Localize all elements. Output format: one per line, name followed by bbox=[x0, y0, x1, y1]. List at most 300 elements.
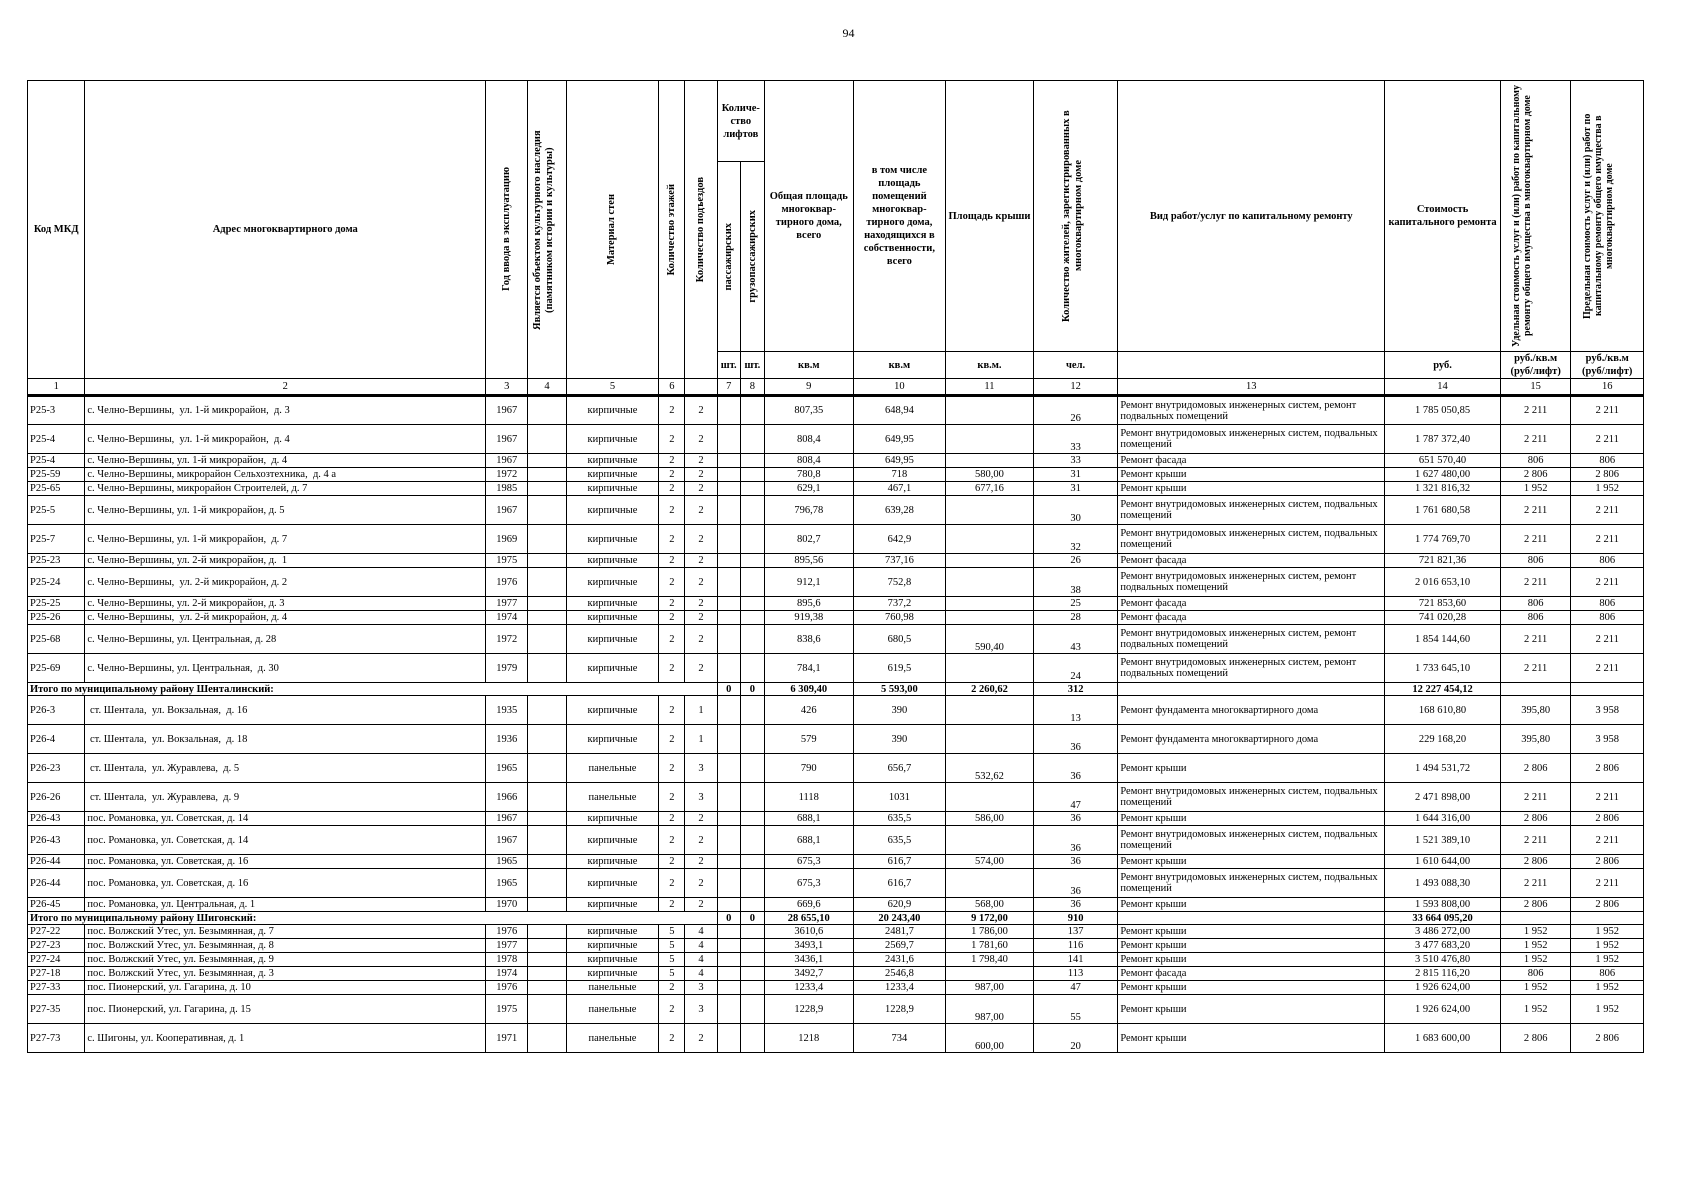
owned-area: 2431,6 bbox=[853, 953, 946, 967]
roof-area bbox=[946, 568, 1034, 597]
heritage-flag bbox=[528, 696, 566, 725]
repair-cost: 1 593 808,00 bbox=[1385, 898, 1501, 912]
repair-cost: 1 644 316,00 bbox=[1385, 812, 1501, 826]
unit-cost: 1 952 bbox=[1500, 981, 1570, 995]
lifts-cargo bbox=[740, 468, 764, 482]
work-type: Ремонт фасада bbox=[1118, 967, 1385, 981]
entrances: 2 bbox=[685, 597, 717, 611]
floors: 2 bbox=[659, 898, 685, 912]
limit-cost: 2 806 bbox=[1571, 754, 1644, 783]
lifts-cargo bbox=[740, 826, 764, 855]
roof-area: 568,00 bbox=[946, 898, 1034, 912]
entrances: 2 bbox=[685, 482, 717, 496]
subtotal-owned-area: 20 243,40 bbox=[853, 912, 946, 925]
unit-cost: 2 211 bbox=[1500, 568, 1570, 597]
unit-cost: 2 211 bbox=[1500, 625, 1570, 654]
lifts-cargo bbox=[740, 611, 764, 625]
wall-material: кирпичные bbox=[566, 925, 659, 939]
roof-area: 987,00 bbox=[946, 981, 1034, 995]
roof-area: 1 781,60 bbox=[946, 939, 1034, 953]
lifts-passenger bbox=[717, 812, 740, 826]
commission-year: 1972 bbox=[486, 468, 528, 482]
residents: 31 bbox=[1033, 482, 1118, 496]
table-row bbox=[28, 812, 1644, 826]
heritage-flag bbox=[528, 425, 566, 454]
header-lifts-group: Количе-ство лифтов пассажирских грузопассажирских bbox=[717, 81, 764, 352]
owned-area: 635,5 bbox=[853, 812, 946, 826]
mkd-code: Р25-69 bbox=[28, 654, 85, 683]
owned-area: 642,9 bbox=[853, 525, 946, 554]
residents: 55 bbox=[1033, 995, 1118, 1024]
subtotal-unit-cost bbox=[1500, 912, 1570, 925]
wall-material: кирпичные bbox=[566, 939, 659, 953]
commission-year: 1976 bbox=[486, 568, 528, 597]
repair-cost: 1 493 088,30 bbox=[1385, 869, 1501, 898]
subtotal-lifts-cargo: 0 bbox=[740, 683, 764, 696]
residents: 36 bbox=[1033, 855, 1118, 869]
entrances: 2 bbox=[685, 568, 717, 597]
owned-area: 620,9 bbox=[853, 898, 946, 912]
total-area: 912,1 bbox=[764, 568, 853, 597]
column-number: 6 bbox=[659, 379, 685, 396]
unit-cost: 395,80 bbox=[1500, 696, 1570, 725]
limit-cost: 3 958 bbox=[1571, 696, 1644, 725]
commission-year: 1978 bbox=[486, 953, 528, 967]
commission-year: 1977 bbox=[486, 597, 528, 611]
mkd-code: Р27-23 bbox=[28, 939, 85, 953]
roof-area bbox=[946, 967, 1034, 981]
total-area: 790 bbox=[764, 754, 853, 783]
lifts-cargo bbox=[740, 396, 764, 425]
residents: 43 bbox=[1033, 625, 1118, 654]
commission-year: 1971 bbox=[486, 1024, 528, 1053]
limit-cost: 1 952 bbox=[1571, 953, 1644, 967]
floors: 2 bbox=[659, 625, 685, 654]
work-type: Ремонт внутридомовых инженерных систем, ремонт подвальных помещений bbox=[1118, 654, 1385, 683]
lifts-cargo bbox=[740, 855, 764, 869]
subtotal-work-type bbox=[1118, 683, 1385, 696]
heritage-flag bbox=[528, 454, 566, 468]
lifts-cargo bbox=[740, 869, 764, 898]
work-type: Ремонт крыши bbox=[1118, 1024, 1385, 1053]
total-area: 688,1 bbox=[764, 812, 853, 826]
unit-cost: 2 211 bbox=[1500, 525, 1570, 554]
heritage-flag bbox=[528, 855, 566, 869]
unit-cost: 1 952 bbox=[1500, 953, 1570, 967]
residents: 36 bbox=[1033, 826, 1118, 855]
total-area: 675,3 bbox=[764, 855, 853, 869]
unit-lift-passenger: шт. bbox=[717, 352, 740, 379]
floors: 2 bbox=[659, 468, 685, 482]
roof-area: 574,00 bbox=[946, 855, 1034, 869]
lifts-cargo bbox=[740, 754, 764, 783]
lifts-cargo bbox=[740, 1024, 764, 1053]
wall-material: панельные bbox=[566, 995, 659, 1024]
lifts-cargo bbox=[740, 812, 764, 826]
work-type: Ремонт внутридомовых инженерных систем, ремонт подвальных помещений bbox=[1118, 568, 1385, 597]
unit-cost: 2 806 bbox=[1500, 898, 1570, 912]
total-area: 784,1 bbox=[764, 654, 853, 683]
repair-cost: 2 815 116,20 bbox=[1385, 967, 1501, 981]
lifts-cargo bbox=[740, 925, 764, 939]
floors: 2 bbox=[659, 496, 685, 525]
mkd-code: Р25-7 bbox=[28, 525, 85, 554]
roof-area bbox=[946, 696, 1034, 725]
unit-cost: 2 211 bbox=[1500, 654, 1570, 683]
lifts-cargo bbox=[740, 568, 764, 597]
address: с. Челно-Вершины, микрорайон Строителей, д. 7 bbox=[85, 482, 486, 496]
total-area: 579 bbox=[764, 725, 853, 754]
roof-area bbox=[946, 725, 1034, 754]
entrances: 2 bbox=[685, 525, 717, 554]
column-number: 4 bbox=[528, 379, 566, 396]
entrances: 4 bbox=[685, 939, 717, 953]
heritage-flag bbox=[528, 1024, 566, 1053]
work-type: Ремонт фасада bbox=[1118, 554, 1385, 568]
wall-material: кирпичные bbox=[566, 654, 659, 683]
lifts-cargo bbox=[740, 525, 764, 554]
roof-area: 590,40 bbox=[946, 625, 1034, 654]
residents: 116 bbox=[1033, 939, 1118, 953]
lifts-passenger bbox=[717, 981, 740, 995]
table-header bbox=[28, 81, 1644, 379]
lifts-passenger bbox=[717, 654, 740, 683]
work-type: Ремонт крыши bbox=[1118, 898, 1385, 912]
table-row bbox=[28, 725, 1644, 754]
lifts-cargo bbox=[740, 981, 764, 995]
repair-cost: 1 854 144,60 bbox=[1385, 625, 1501, 654]
commission-year: 1972 bbox=[486, 625, 528, 654]
lifts-cargo bbox=[740, 696, 764, 725]
heritage-flag bbox=[528, 953, 566, 967]
subtotal-row bbox=[28, 912, 1644, 925]
address: с. Челно-Вершины, ул. 2-й микрорайон, д. 3 bbox=[85, 597, 486, 611]
heritage-flag bbox=[528, 496, 566, 525]
total-area: 669,6 bbox=[764, 898, 853, 912]
work-type: Ремонт фасада bbox=[1118, 454, 1385, 468]
total-area: 426 bbox=[764, 696, 853, 725]
limit-cost: 1 952 bbox=[1571, 925, 1644, 939]
lifts-cargo bbox=[740, 625, 764, 654]
column-number: 8 bbox=[740, 379, 764, 396]
lifts-passenger bbox=[717, 939, 740, 953]
owned-area: 635,5 bbox=[853, 826, 946, 855]
work-type: Ремонт внутридомовых инженерных систем, ремонт подвальных помещений bbox=[1118, 625, 1385, 654]
floors: 2 bbox=[659, 597, 685, 611]
commission-year: 1967 bbox=[486, 826, 528, 855]
commission-year: 1967 bbox=[486, 396, 528, 425]
lifts-passenger bbox=[717, 611, 740, 625]
work-type: Ремонт крыши bbox=[1118, 995, 1385, 1024]
limit-cost: 2 211 bbox=[1571, 783, 1644, 812]
entrances: 2 bbox=[685, 611, 717, 625]
repair-cost: 1 774 769,70 bbox=[1385, 525, 1501, 554]
repair-cost: 3 510 476,80 bbox=[1385, 953, 1501, 967]
wall-material: кирпичные bbox=[566, 468, 659, 482]
roof-area bbox=[946, 597, 1034, 611]
lifts-passenger bbox=[717, 855, 740, 869]
address: пос. Романовка, ул. Советская, д. 14 bbox=[85, 812, 486, 826]
wall-material: кирпичные bbox=[566, 568, 659, 597]
address: пос. Романовка, ул. Советская, д. 16 bbox=[85, 869, 486, 898]
owned-area: 619,5 bbox=[853, 654, 946, 683]
lifts-passenger bbox=[717, 953, 740, 967]
roof-area bbox=[946, 496, 1034, 525]
roof-area bbox=[946, 396, 1034, 425]
residents: 25 bbox=[1033, 597, 1118, 611]
roof-area: 532,62 bbox=[946, 754, 1034, 783]
owned-area: 656,7 bbox=[853, 754, 946, 783]
work-type: Ремонт внутридомовых инженерных систем, подвальных помещений bbox=[1118, 525, 1385, 554]
lifts-cargo bbox=[740, 783, 764, 812]
entrances: 2 bbox=[685, 1024, 717, 1053]
total-area: 780,8 bbox=[764, 468, 853, 482]
subtotal-roof-area: 2 260,62 bbox=[946, 683, 1034, 696]
address: с. Челно-Вершины, ул. 1-й микрорайон, д. 5 bbox=[85, 496, 486, 525]
entrances: 2 bbox=[685, 869, 717, 898]
lifts-passenger bbox=[717, 468, 740, 482]
repair-cost: 741 020,28 bbox=[1385, 611, 1501, 625]
total-area: 1118 bbox=[764, 783, 853, 812]
floors: 2 bbox=[659, 482, 685, 496]
total-area: 807,35 bbox=[764, 396, 853, 425]
header-entrances: Количество подъездов bbox=[685, 81, 717, 379]
owned-area: 616,7 bbox=[853, 855, 946, 869]
table-row bbox=[28, 454, 1644, 468]
owned-area: 1233,4 bbox=[853, 981, 946, 995]
lifts-passenger bbox=[717, 1024, 740, 1053]
total-area: 675,3 bbox=[764, 869, 853, 898]
unit-owned-area: кв.м bbox=[853, 352, 946, 379]
subtotal-limit-cost bbox=[1571, 683, 1644, 696]
address: с. Челно-Вершины, микрорайон Сельхозтехника, д. 4 а bbox=[85, 468, 486, 482]
address: пос. Романовка, ул. Центральная, д. 1 bbox=[85, 898, 486, 912]
commission-year: 1967 bbox=[486, 812, 528, 826]
table-row bbox=[28, 925, 1644, 939]
wall-material: кирпичные bbox=[566, 967, 659, 981]
lifts-cargo bbox=[740, 725, 764, 754]
mkd-code: Р25-65 bbox=[28, 482, 85, 496]
column-number: 15 bbox=[1500, 379, 1570, 396]
entrances: 2 bbox=[685, 468, 717, 482]
commission-year: 1969 bbox=[486, 525, 528, 554]
commission-year: 1966 bbox=[486, 783, 528, 812]
subtotal-residents: 910 bbox=[1033, 912, 1118, 925]
roof-area bbox=[946, 425, 1034, 454]
residents: 36 bbox=[1033, 898, 1118, 912]
table-row bbox=[28, 898, 1644, 912]
floors: 2 bbox=[659, 826, 685, 855]
lifts-cargo bbox=[740, 496, 764, 525]
floors: 2 bbox=[659, 554, 685, 568]
lifts-passenger bbox=[717, 482, 740, 496]
owned-area: 680,5 bbox=[853, 625, 946, 654]
table-row bbox=[28, 953, 1644, 967]
total-area: 1233,4 bbox=[764, 981, 853, 995]
lifts-passenger bbox=[717, 525, 740, 554]
commission-year: 1985 bbox=[486, 482, 528, 496]
lifts-cargo bbox=[740, 425, 764, 454]
limit-cost: 2 211 bbox=[1571, 525, 1644, 554]
lifts-passenger bbox=[717, 696, 740, 725]
residents: 36 bbox=[1033, 725, 1118, 754]
limit-cost: 2 211 bbox=[1571, 568, 1644, 597]
limit-cost: 2 211 bbox=[1571, 396, 1644, 425]
lifts-passenger bbox=[717, 425, 740, 454]
lifts-cargo bbox=[740, 482, 764, 496]
wall-material: кирпичные bbox=[566, 454, 659, 468]
repair-cost: 1 926 624,00 bbox=[1385, 981, 1501, 995]
total-area: 796,78 bbox=[764, 496, 853, 525]
mkd-code: Р25-4 bbox=[28, 454, 85, 468]
work-type: Ремонт крыши bbox=[1118, 812, 1385, 826]
address: ст. Шентала, ул. Вокзальная, д. 16 bbox=[85, 696, 486, 725]
repair-cost: 721 853,60 bbox=[1385, 597, 1501, 611]
residents: 26 bbox=[1033, 554, 1118, 568]
repair-cost: 1 787 372,40 bbox=[1385, 425, 1501, 454]
commission-year: 1970 bbox=[486, 898, 528, 912]
entrances: 2 bbox=[685, 496, 717, 525]
header-work-type: Вид работ/услуг по капитальному ремонту bbox=[1118, 81, 1385, 352]
entrances: 3 bbox=[685, 981, 717, 995]
floors: 5 bbox=[659, 925, 685, 939]
roof-area bbox=[946, 525, 1034, 554]
mkd-code: Р26-43 bbox=[28, 812, 85, 826]
floors: 2 bbox=[659, 525, 685, 554]
unit-cost: 2 806 bbox=[1500, 468, 1570, 482]
entrances: 2 bbox=[685, 812, 717, 826]
entrances: 2 bbox=[685, 654, 717, 683]
heritage-flag bbox=[528, 597, 566, 611]
lifts-passenger bbox=[717, 496, 740, 525]
total-area: 838,6 bbox=[764, 625, 853, 654]
work-type: Ремонт внутридомовых инженерных систем, ремонт подвальных помещений bbox=[1118, 396, 1385, 425]
limit-cost: 2 806 bbox=[1571, 468, 1644, 482]
column-number: 5 bbox=[566, 379, 659, 396]
subtotal-total-area: 28 655,10 bbox=[764, 912, 853, 925]
commission-year: 1965 bbox=[486, 754, 528, 783]
address: с. Челно-Вершины, ул. 1-й микрорайон, д. 4 bbox=[85, 454, 486, 468]
work-type: Ремонт внутридомовых инженерных систем, подвальных помещений bbox=[1118, 869, 1385, 898]
floors: 2 bbox=[659, 754, 685, 783]
wall-material: панельные bbox=[566, 754, 659, 783]
column-number: 1 bbox=[28, 379, 85, 396]
header-address: Адрес многоквартирного дома bbox=[85, 81, 486, 379]
total-area: 3436,1 bbox=[764, 953, 853, 967]
residents: 36 bbox=[1033, 754, 1118, 783]
residents: 32 bbox=[1033, 525, 1118, 554]
residents: 38 bbox=[1033, 568, 1118, 597]
heritage-flag bbox=[528, 925, 566, 939]
subtotal-cost: 33 664 095,20 bbox=[1385, 912, 1501, 925]
commission-year: 1974 bbox=[486, 967, 528, 981]
total-area: 808,4 bbox=[764, 454, 853, 468]
repair-cost: 1 321 816,32 bbox=[1385, 482, 1501, 496]
residents: 47 bbox=[1033, 981, 1118, 995]
lifts-cargo bbox=[740, 898, 764, 912]
wall-material: панельные bbox=[566, 981, 659, 995]
table-row bbox=[28, 826, 1644, 855]
unit-cost: 2 211 bbox=[1500, 869, 1570, 898]
subtotal-cost: 12 227 454,12 bbox=[1385, 683, 1501, 696]
wall-material: кирпичные bbox=[566, 625, 659, 654]
limit-cost: 1 952 bbox=[1571, 981, 1644, 995]
unit-work-type bbox=[1118, 352, 1385, 379]
heritage-flag bbox=[528, 939, 566, 953]
subtotal-lifts-cargo: 0 bbox=[740, 912, 764, 925]
repair-cost: 1 627 480,00 bbox=[1385, 468, 1501, 482]
residents: 30 bbox=[1033, 496, 1118, 525]
entrances: 4 bbox=[685, 925, 717, 939]
header-lift-cargo: грузопассажирских bbox=[746, 210, 758, 303]
limit-cost: 2 806 bbox=[1571, 855, 1644, 869]
limit-cost: 1 952 bbox=[1571, 482, 1644, 496]
unit-residents: чел. bbox=[1033, 352, 1118, 379]
unit-cost: 2 211 bbox=[1500, 783, 1570, 812]
table-row bbox=[28, 525, 1644, 554]
commission-year: 1976 bbox=[486, 925, 528, 939]
wall-material: кирпичные bbox=[566, 826, 659, 855]
total-area: 895,6 bbox=[764, 597, 853, 611]
mkd-code: Р27-73 bbox=[28, 1024, 85, 1053]
limit-cost: 806 bbox=[1571, 454, 1644, 468]
floors: 2 bbox=[659, 855, 685, 869]
total-area: 919,38 bbox=[764, 611, 853, 625]
unit-cost: 2 806 bbox=[1500, 754, 1570, 783]
lifts-cargo bbox=[740, 953, 764, 967]
heritage-flag bbox=[528, 967, 566, 981]
owned-area: 649,95 bbox=[853, 454, 946, 468]
commission-year: 1975 bbox=[486, 554, 528, 568]
residents: 24 bbox=[1033, 654, 1118, 683]
wall-material: кирпичные bbox=[566, 696, 659, 725]
subtotal-lifts-passenger: 0 bbox=[717, 683, 740, 696]
mkd-code: Р26-43 bbox=[28, 826, 85, 855]
unit-cost: 806 bbox=[1500, 454, 1570, 468]
commission-year: 1975 bbox=[486, 995, 528, 1024]
commission-year: 1967 bbox=[486, 454, 528, 468]
residents: 26 bbox=[1033, 396, 1118, 425]
lifts-passenger bbox=[717, 869, 740, 898]
work-type: Ремонт крыши bbox=[1118, 482, 1385, 496]
repair-cost: 3 477 683,20 bbox=[1385, 939, 1501, 953]
lifts-passenger bbox=[717, 898, 740, 912]
address: ст. Шентала, ул. Журавлева, д. 9 bbox=[85, 783, 486, 812]
address: ст. Шентала, ул. Вокзальная, д. 18 bbox=[85, 725, 486, 754]
address: пос. Волжский Утес, ул. Безымянная, д. 9 bbox=[85, 953, 486, 967]
subtotal-residents: 312 bbox=[1033, 683, 1118, 696]
repair-cost: 229 168,20 bbox=[1385, 725, 1501, 754]
table-row bbox=[28, 869, 1644, 898]
floors: 5 bbox=[659, 939, 685, 953]
heritage-flag bbox=[528, 525, 566, 554]
table-row bbox=[28, 855, 1644, 869]
header-code: Код МКД bbox=[28, 81, 85, 379]
limit-cost: 2 806 bbox=[1571, 812, 1644, 826]
heritage-flag bbox=[528, 468, 566, 482]
floors: 5 bbox=[659, 953, 685, 967]
wall-material: кирпичные bbox=[566, 554, 659, 568]
work-type: Ремонт крыши bbox=[1118, 754, 1385, 783]
header-roof-area: Площадь крыши bbox=[946, 81, 1034, 352]
floors: 5 bbox=[659, 967, 685, 981]
header-lift-passenger: пассажирских bbox=[722, 222, 734, 291]
limit-cost: 2 806 bbox=[1571, 1024, 1644, 1053]
header-year: Год ввода в эксплуатацию bbox=[486, 81, 528, 379]
commission-year: 1936 bbox=[486, 725, 528, 754]
limit-cost: 2 211 bbox=[1571, 625, 1644, 654]
residents: 13 bbox=[1033, 696, 1118, 725]
